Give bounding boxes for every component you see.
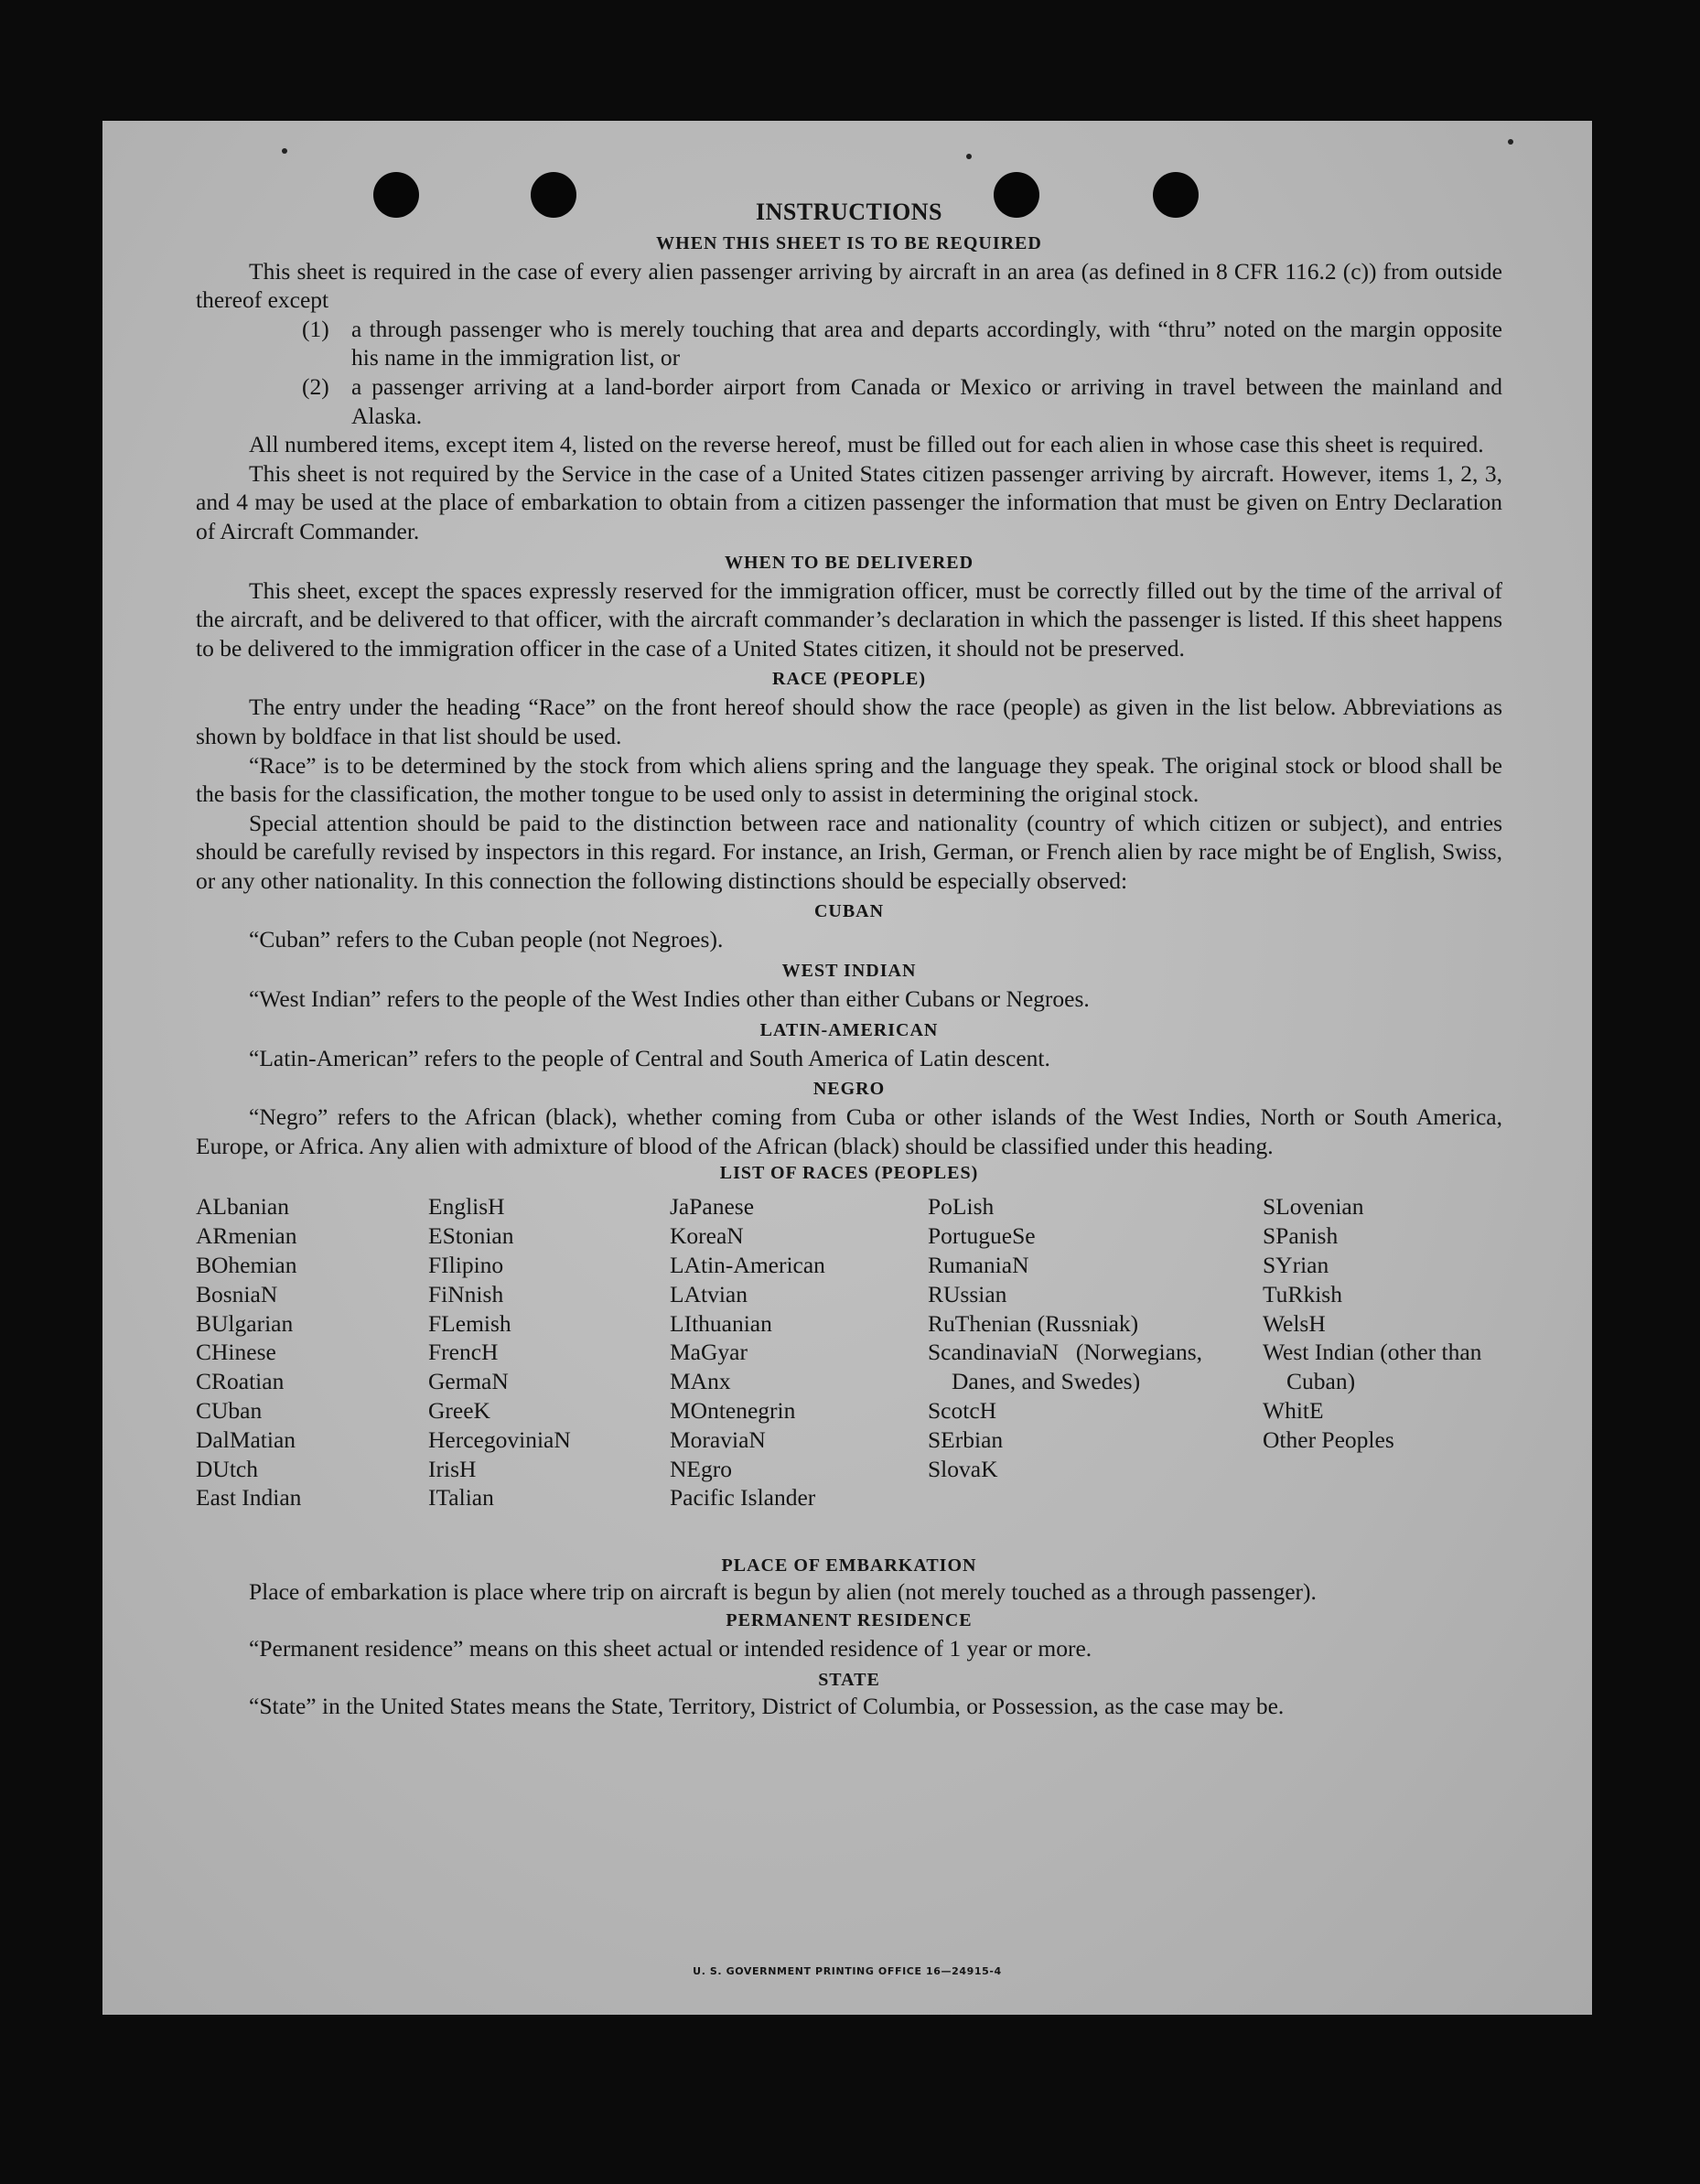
race-column [1263, 1192, 1519, 1454]
section-heading: RACE (PEOPLE) [772, 669, 926, 690]
race-list [196, 1192, 1502, 1549]
race-entry: PortugueSe [928, 1222, 1036, 1250]
race-entry: ARmenian [196, 1222, 297, 1250]
race-entry: RuThenian (Russniak) [928, 1309, 1139, 1337]
document-sheet [102, 121, 1592, 2015]
list-item [196, 315, 1502, 372]
race-entry: DalMatian [196, 1426, 296, 1453]
race-entry: WelsH [1263, 1309, 1326, 1337]
race-entry: SErbian [928, 1426, 1004, 1453]
race-entry: HercegoviniaN [428, 1426, 571, 1453]
race-entry: Other Peoples [1263, 1426, 1394, 1453]
paragraph: “Cuban” refers to the Cuban people (not Negroes). [249, 926, 724, 953]
section-heading: LATIN-AMERICAN [759, 1019, 939, 1040]
race-entry: SLovenian [1263, 1193, 1364, 1221]
race-entry: ScandinaviaN (Norwegians, Danes, and Swedes) [928, 1339, 1202, 1395]
speck [1508, 139, 1513, 145]
list-item [196, 372, 1502, 430]
race-entry: FLemish [428, 1309, 511, 1337]
race-entry: West Indian (other than Cuban) [1263, 1339, 1482, 1395]
race-entry: EnglisH [428, 1193, 505, 1221]
race-entry: KoreaN [670, 1222, 744, 1250]
section-heading: PLACE OF EMBARKATION [721, 1555, 977, 1576]
race-entry: NEgro [670, 1455, 732, 1482]
race-entry: Pacific Islander [670, 1484, 816, 1512]
printer-imprint: U. S. GOVERNMENT PRINTING OFFICE 16—24915-4 [693, 1965, 1002, 1977]
race-entry: MoraviaN [670, 1426, 766, 1453]
paragraph: All numbered items, except item 4, listed on the reverse hereof, must be filled out for each alien in whose case this sheet is required. [249, 431, 1484, 458]
race-entry: East Indian [196, 1484, 302, 1512]
section-heading: LIST OF RACES (PEOPLES) [719, 1163, 979, 1184]
item-number: (1) [302, 315, 329, 342]
race-entry: WhitE [1263, 1397, 1324, 1425]
race-entry: LIthuanian [670, 1309, 772, 1337]
section-heading: NEGRO [812, 1079, 886, 1100]
race-entry: GermaN [428, 1368, 509, 1395]
speck [282, 148, 287, 154]
race-entry: ScotcH [928, 1397, 997, 1425]
race-entry: RumaniaN [928, 1252, 1029, 1279]
paragraph: “Latin-American” refers to the people of Central and South America of Latin descent. [249, 1044, 1050, 1071]
race-entry: BOhemian [196, 1252, 297, 1279]
race-entry: FrencH [428, 1339, 499, 1366]
paragraph: “Permanent residence” means on this sheet actual or intended residence of 1 year or more. [249, 1635, 1092, 1662]
race-entry: GreeK [428, 1397, 490, 1425]
race-entry: EStonian [428, 1222, 514, 1250]
race-entry: TuRkish [1263, 1280, 1342, 1307]
race-entry: CHinese [196, 1339, 276, 1366]
item-text: a passenger arriving at a land-border airport from Canada or Mexico or arriving in travel between the mainland and Alaska. [351, 372, 1502, 429]
section-heading: STATE [818, 1670, 880, 1691]
section-heading: WHEN THIS SHEET IS TO BE REQUIRED [656, 232, 1042, 253]
race-entry: JaPanese [670, 1193, 755, 1221]
race-entry: LAtvian [670, 1280, 748, 1307]
race-entry: FiNnish [428, 1280, 504, 1307]
race-entry: DUtch [196, 1455, 258, 1482]
speck [966, 154, 972, 159]
race-entry: FIlipino [428, 1252, 504, 1279]
race-entry: SPanish [1263, 1222, 1339, 1250]
race-entry: RUssian [928, 1280, 1007, 1307]
paragraph: This sheet is not required by the Service in the case of a United States citizen passenger arriving by aircraft. However, items 1, 2, 3, and 4 may be used at the place of embarkation to obtain from a citizen passenger the information that must be given on Entry Declaration of Aircraft Commander. [196, 459, 1502, 544]
paragraph: “Negro” refers to the African (black), whether coming from Cuba or other islands of the West Indies, North or South America, Europe, or Africa. Any alien with admixture of blood of the African (black) should be classified under this heading. [196, 1103, 1502, 1159]
race-entry: CRoatian [196, 1368, 285, 1395]
race-entry: BosniaN [196, 1280, 278, 1307]
race-entry: LAtin-American [670, 1252, 825, 1279]
race-entry: SlovaK [928, 1455, 998, 1482]
race-entry: MAnx [670, 1368, 731, 1395]
paragraph: “Race” is to be determined by the stock from which aliens spring and the language they speak. The original stock or blood shall be the basis for the classification, the mother tongue to be used only to assist in determining the original stock. [196, 751, 1502, 808]
paragraph: This sheet, except the spaces expressly reserved for the immigration officer, must be correctly filled out by the time of the arrival of the aircraft, and be delivered to that officer, with the aircraft commander’s declaration in which the passenger is listed. If this sheet happens to be delivered to the immigration officer in the case of a United States citizen, it should not be preserved. [196, 576, 1502, 662]
race-column [196, 1192, 301, 1512]
race-entry: SYrian [1263, 1252, 1329, 1279]
race-entry: ALbanian [196, 1193, 289, 1221]
race-entry: MOntenegrin [670, 1397, 796, 1425]
item-text: a through passenger who is merely touching that area and departs accordingly, with “thru” noted on the margin opposite his name in the immigration list, or [351, 315, 1502, 371]
paragraph: This sheet is required in the case of every alien passenger arriving by aircraft in an area (as defined in 8 CFR 116.2 (c)) from outside thereof except [196, 257, 1502, 314]
paragraph: Special attention should be paid to the distinction between race and nationality (country of which citizen or subject), and entries should be carefully revised by inspectors in this regard. For instance, an Irish, German, or French alien by race might be of English, Swiss, or any other nationality. In this connection the following distinctions should be especially observed: [196, 809, 1502, 894]
page-title: INSTRUCTIONS [756, 199, 942, 225]
race-entry: IrisH [428, 1455, 477, 1482]
race-entry: BUlgarian [196, 1309, 294, 1337]
paragraph: The entry under the heading “Race” on the front hereof should show the race (people) as given in the list below. Abbreviations as shown by boldface in that list should be used. [196, 694, 1502, 749]
race-column [928, 1192, 1202, 1483]
item-number: (2) [302, 372, 329, 400]
race-entry: PoLish [928, 1193, 995, 1221]
race-column [428, 1192, 571, 1512]
paragraph: “West Indian” refers to the people of the West Indies other than either Cubans or Negroes. [249, 985, 1090, 1013]
section-heading: WEST INDIAN [781, 961, 917, 982]
race-entry: ITalian [428, 1484, 494, 1512]
section-heading: CUBAN [813, 901, 885, 922]
section-heading: PERMANENT RESIDENCE [726, 1610, 973, 1631]
race-entry: MaGyar [670, 1339, 748, 1366]
paragraph: Place of embarkation is place where trip on aircraft is begun by alien (not merely touched as a through passenger). [249, 1578, 1317, 1606]
instructions-body [196, 198, 1502, 1718]
section-heading: WHEN TO BE DELIVERED [724, 552, 974, 573]
race-entry: CUban [196, 1397, 263, 1425]
race-column [670, 1192, 825, 1512]
paragraph: “State” in the United States means the State, Territory, District of Columbia, or Possession, as the case may be. [249, 1693, 1285, 1720]
